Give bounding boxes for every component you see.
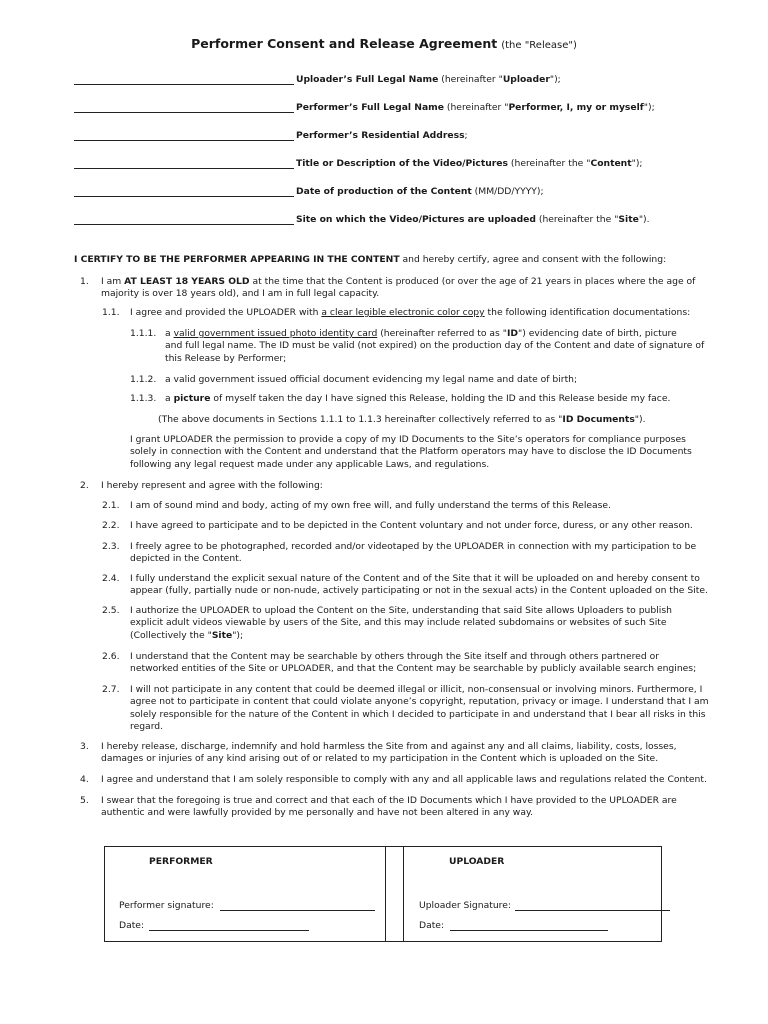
field-note: ; — [464, 130, 468, 141]
field-label: Site on which the Video/Pictures are uploaded — [296, 214, 536, 225]
section-1-1-2-text: a valid government issued official document evidencing my legal name and date of birth; — [165, 374, 578, 385]
field-production-date[interactable] — [74, 186, 714, 202]
field-term: Performer, I, my or myself — [508, 102, 644, 113]
field-note: (hereinafter the " — [508, 158, 591, 169]
blank-line[interactable] — [74, 112, 294, 113]
section-2-1-text: I am of sound mind and body, acting of my own free will, and fully understand the terms of this Release. — [130, 500, 612, 511]
title-main: Performer Consent and Release Agreement — [191, 36, 498, 51]
section-number: 1.1. — [102, 307, 120, 318]
field-label: Title or Description of the Video/Pictures — [296, 158, 508, 169]
blank-line[interactable] — [74, 224, 294, 225]
section-number: 2.2. — [102, 520, 120, 531]
section-number: 2.6. — [102, 651, 120, 662]
field-term: Content — [590, 158, 632, 169]
section-number: 2. — [80, 480, 89, 491]
certify-bold: I CERTIFY TO BE THE PERFORMER APPEARING IN THE CONTENT — [74, 254, 400, 265]
field-note: (hereinafter " — [438, 74, 503, 85]
section-2-4-text: I fully understand the explicit sexual nature of the Content and of the Site that it will be uploaded on and hereby consent to appear (fully, partially nude or non-nude, actively participating or not in the sexual acts) in the Content uploaded on the Site. — [130, 573, 708, 597]
uploader-signature-line[interactable] — [515, 910, 670, 911]
performer-signature-label: Performer signature: — [119, 900, 214, 911]
title-sub: (the "Release") — [501, 40, 577, 51]
section-1-1-3-text: a picture of myself taken the day I have signed this Release, holding the ID and this Release beside my face. — [165, 393, 671, 404]
section-number: 4. — [80, 774, 89, 785]
certify-statement — [74, 254, 694, 266]
section-number: 2.3. — [102, 541, 120, 552]
section-number: 1. — [80, 276, 89, 287]
section-number: 3. — [80, 741, 89, 752]
section-number: 5. — [80, 795, 89, 806]
section-2-7-text: I will not participate in any content that could be deemed illegal or illicit, non-consensual or involving minors. Furthermore, I agree not to participate in content that could violate anyone’s copyright, reputation, privacy or image. I understand that I am solely responsible for the nature of the Content in which I decided to participate in and understand that I bear all risks in this regard. — [130, 684, 709, 733]
section-number: 1.1.3. — [130, 393, 157, 404]
blank-line[interactable] — [74, 168, 294, 169]
section-2-text: I hereby represent and agree with the following: — [101, 480, 323, 491]
section-number: 2.4. — [102, 573, 120, 584]
field-note-end: "); — [631, 158, 643, 169]
section-number: 2.7. — [102, 684, 120, 695]
performer-header: PERFORMER — [149, 856, 213, 867]
field-label: Performer’s Residential Address — [296, 130, 465, 141]
section-2-6-text: I understand that the Content may be searchable by others through the Site itself and through others partnered or networked entities of the Site or UPLOADER, and that the Content may be searchable by publicly available search engines; — [130, 651, 697, 675]
section-number: 2.5. — [102, 605, 120, 616]
field-note: (MM/DD/YYYY); — [471, 186, 544, 197]
field-uploader-name[interactable] — [74, 74, 714, 90]
field-label: Date of production of the Content — [296, 186, 472, 197]
section-2-3-text: I freely agree to be photographed, recorded and/or videotaped by the UPLOADER in connection with my participation to be depicted in the Content. — [130, 541, 697, 565]
field-performer-address[interactable] — [74, 130, 714, 146]
field-site[interactable] — [74, 214, 714, 230]
field-note-end: "); — [549, 74, 561, 85]
blank-line[interactable] — [74, 84, 294, 85]
section-2-2-text: I have agreed to participate and to be depicted in the Content voluntary and not under force, duress, or any other reason. — [130, 520, 693, 531]
field-label: Uploader’s Full Legal Name — [296, 74, 439, 85]
section-1-1-1-text: a valid government issued photo identity card (hereinafter referred to as "ID") evidencing date of birth, picture and full legal name. The ID must be valid (not expired) on the production day of the Content and date of signature of this Release by Performer; — [165, 328, 705, 364]
uploader-header: UPLOADER — [449, 856, 505, 867]
grant-paragraph: I grant UPLOADER the permission to provide a copy of my ID Documents to the Site’s operators for compliance purposes solely in connection with the Content and understand that the Platform operators may have to disclose the ID Documents following any legal request made under any applicable Laws, and regulations. — [130, 434, 692, 470]
field-note: (hereinafter " — [443, 102, 509, 113]
uploader-date-line[interactable] — [450, 930, 608, 931]
id-documents-note: (The above documents in Sections 1.1.1 to 1.1.3 hereinafter collectively referred to as "ID Documents"). — [158, 414, 646, 425]
divider — [385, 847, 386, 941]
performer-signature-line[interactable] — [220, 910, 375, 911]
field-content-title[interactable] — [74, 158, 714, 174]
divider — [403, 847, 404, 941]
section-1-text: I am AT LEAST 18 YEARS OLD at the time that the Content is produced (or over the age of 21 years in places where the age of majority is over 18 years old), and I am in full legal capacity. — [101, 276, 696, 300]
field-term: Uploader — [502, 74, 550, 85]
section-number: 2.1. — [102, 500, 120, 511]
section-1-1-text: I agree and provided the UPLOADER with a clear legible electronic color copy the following identification documentations: — [130, 307, 691, 318]
section-3-text: I hereby release, discharge, indemnify and hold harmless the Site from and against any and all claims, liability, costs, losses, damages or injuries of any kind arising out of or related to my participation in the Content which is uploaded on the Site. — [101, 741, 677, 765]
field-note: (hereinafter the " — [535, 214, 619, 225]
section-number: 1.1.1. — [130, 328, 157, 339]
uploader-date-label: Date: — [419, 920, 445, 931]
blank-line[interactable] — [74, 196, 294, 197]
performer-date-line[interactable] — [149, 930, 309, 931]
field-note-end: "). — [638, 214, 650, 225]
uploader-signature-label: Uploader Signature: — [419, 900, 511, 911]
performer-date-label: Date: — [119, 920, 145, 931]
field-note-end: "); — [643, 102, 655, 113]
section-2-5-text: I authorize the UPLOADER to upload the Content on the Site, understanding that said Site allows Uploaders to publish explicit adult videos viewable by users of the Site, and this may include related subdomains or websites of such Site (Collectively the "Site"); — [130, 605, 672, 641]
document-title — [0, 36, 768, 51]
field-term: Site — [618, 214, 639, 225]
section-number: 1.1.2. — [130, 374, 157, 385]
section-5-text: I swear that the foregoing is true and correct and that each of the ID Documents which I have provided to the UPLOADER are authentic and were lawfully provided by me personally and have not been altered in any way. — [101, 795, 677, 819]
certify-rest: and hereby certify, agree and consent with the following: — [399, 254, 667, 265]
signature-box — [104, 846, 662, 942]
blank-line[interactable] — [74, 140, 294, 141]
field-performer-name[interactable] — [74, 102, 714, 118]
section-4-text: I agree and understand that I am solely responsible to comply with any and all applicable laws and regulations related the Content. — [101, 774, 707, 785]
field-label: Performer’s Full Legal Name — [296, 102, 444, 113]
